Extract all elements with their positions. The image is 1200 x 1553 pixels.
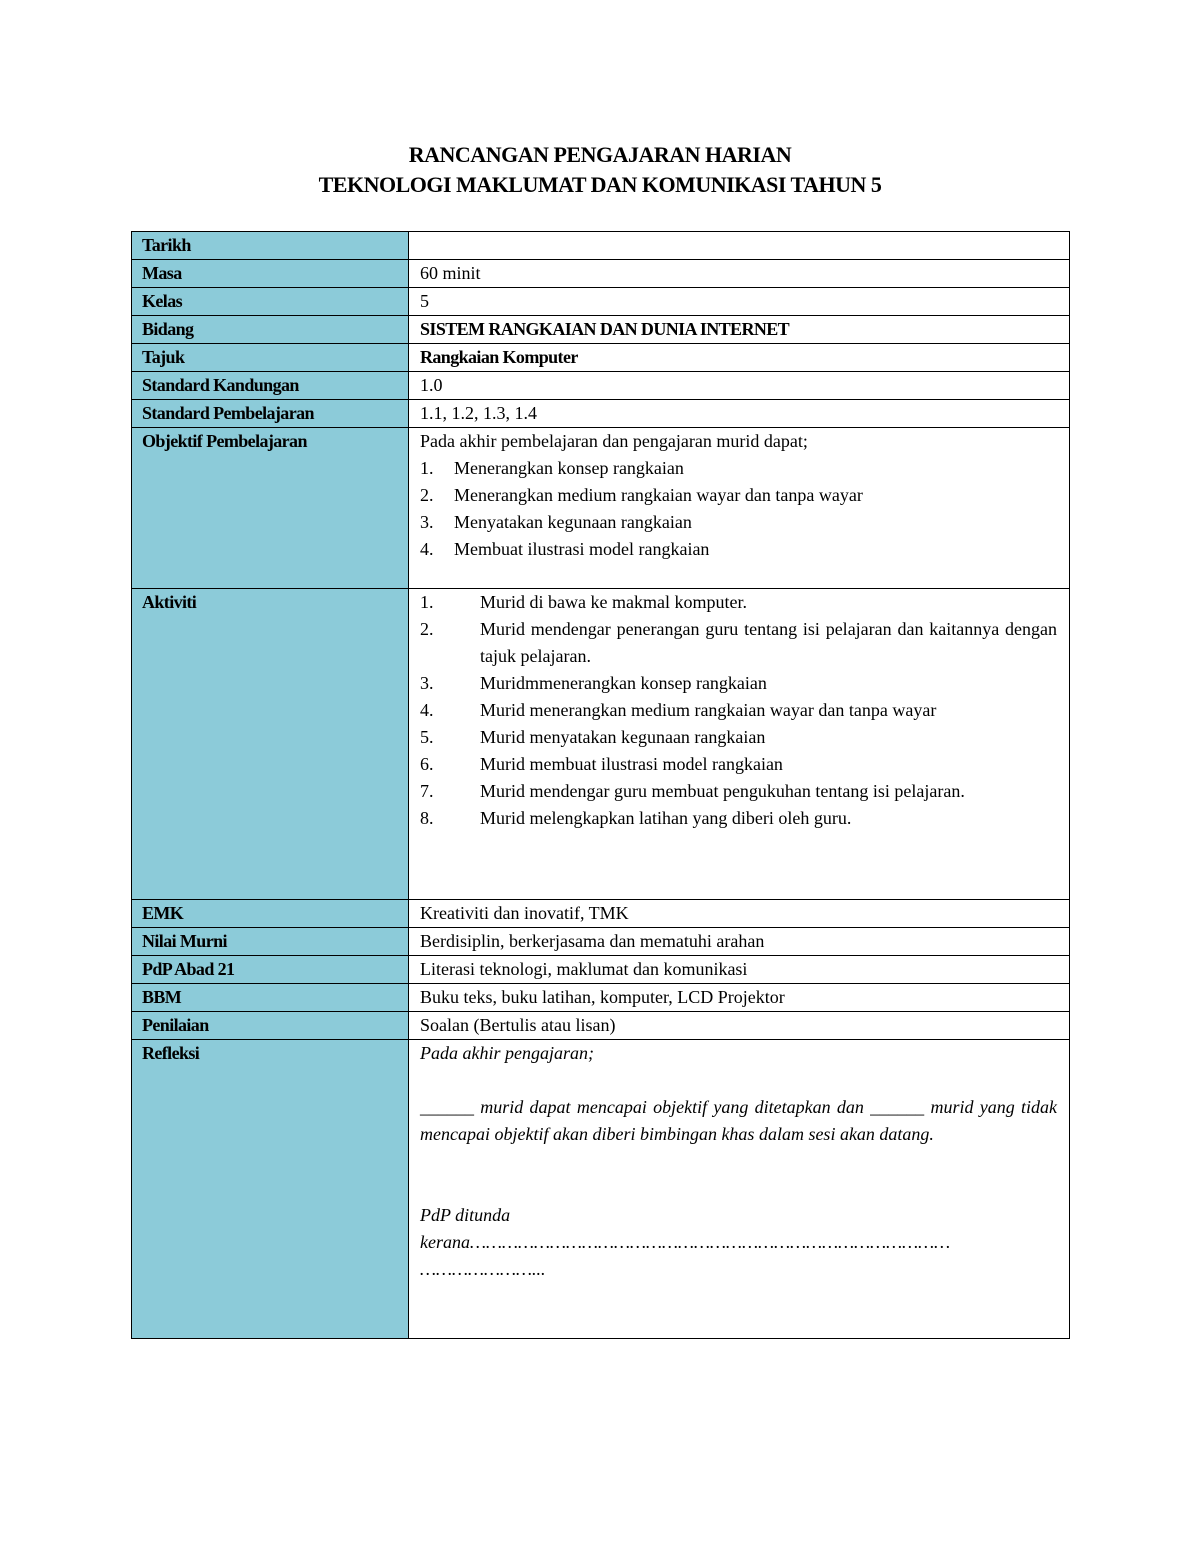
- list-text: Murid mendengar penerangan guru tentang isi pelajaran dan kaitannya dengan tajuk pelajaran.: [480, 619, 1057, 666]
- list-number: 5.: [420, 727, 434, 747]
- list-number: 1.: [420, 458, 434, 478]
- row-aktiviti: [132, 589, 1070, 900]
- value-standard-pembelajaran: 1.1, 1.2, 1.3, 1.4: [409, 400, 1070, 428]
- row-tajuk: [132, 344, 1070, 372]
- list-text: Membuat ilustrasi model rangkaian: [454, 539, 710, 559]
- list-number: 6.: [420, 754, 434, 774]
- list-number: 1.: [420, 592, 434, 612]
- row-kelas: [132, 288, 1070, 316]
- list-number: 8.: [420, 808, 434, 828]
- label-standard-kandungan: Standard Kandungan: [132, 372, 409, 400]
- list-item: [420, 455, 1057, 482]
- list-number: 2.: [420, 619, 434, 639]
- aktiviti-list: [420, 589, 1057, 832]
- document-title: RANCANGAN PENGAJARAN HARIAN: [408, 142, 792, 167]
- list-text: Muridmmenerangkan konsep rangkaian: [480, 673, 767, 693]
- row-refleksi: [132, 1040, 1070, 1339]
- list-item: [420, 589, 1057, 616]
- refleksi-kerana: kerana………………………………………………………………………………: [420, 1232, 951, 1252]
- label-nilai-murni: Nilai Murni: [132, 928, 409, 956]
- row-pdp-abad21: [132, 956, 1070, 984]
- list-item: [420, 805, 1057, 832]
- value-tajuk: Rangkaian Komputer: [409, 344, 1070, 372]
- label-standard-pembelajaran: Standard Pembelajaran: [132, 400, 409, 428]
- value-standard-kandungan: 1.0: [409, 372, 1070, 400]
- label-aktiviti: Aktiviti: [132, 589, 409, 900]
- label-bidang: Bidang: [132, 316, 409, 344]
- list-item: [420, 616, 1057, 670]
- list-text: Menerangkan medium rangkaian wayar dan tanpa wayar: [454, 485, 863, 505]
- document-subtitle: TEKNOLOGI MAKLUMAT DAN KOMUNIKASI TAHUN 5: [318, 172, 882, 197]
- label-tajuk: Tajuk: [132, 344, 409, 372]
- label-tarikh: Tarikh: [132, 232, 409, 260]
- list-number: 3.: [420, 673, 434, 693]
- list-number: 7.: [420, 781, 434, 801]
- value-aktiviti: [409, 589, 1070, 900]
- value-nilai-murni: Berdisiplin, berkerjasama dan mematuhi arahan: [409, 928, 1070, 956]
- refleksi-ditunda: PdP ditunda: [420, 1205, 511, 1225]
- value-refleksi: [409, 1040, 1070, 1339]
- row-standard-pembelajaran: [132, 400, 1070, 428]
- label-kelas: Kelas: [132, 288, 409, 316]
- objektif-list: [420, 455, 1057, 563]
- label-refleksi: Refleksi: [132, 1040, 409, 1339]
- value-bidang: SISTEM RANGKAIAN DAN DUNIA INTERNET: [409, 316, 1070, 344]
- value-penilaian: Soalan (Bertulis atau lisan): [409, 1012, 1070, 1040]
- list-text: Murid melengkapkan latihan yang diberi oleh guru.: [480, 808, 852, 828]
- list-text: Menerangkan konsep rangkaian: [454, 458, 684, 478]
- list-text: Murid mendengar guru membuat pengukuhan tentang isi pelajaran.: [480, 781, 965, 801]
- list-item: [420, 670, 1057, 697]
- lesson-plan-table: [131, 231, 1070, 1339]
- refleksi-paragraph: ______ murid dapat mencapai objektif yang ditetapkan dan ______ murid yang tidak mencapai objektif akan diberi bimbingan khas dalam sesi akan datang.: [420, 1097, 1057, 1144]
- row-tarikh: [132, 232, 1070, 260]
- list-text: Murid membuat ilustrasi model rangkaian: [480, 754, 783, 774]
- label-emk: EMK: [132, 900, 409, 928]
- refleksi-intro: Pada akhir pengajaran;: [420, 1043, 594, 1063]
- value-objektif: [409, 428, 1070, 589]
- row-penilaian: [132, 1012, 1070, 1040]
- value-bbm: Buku teks, buku latihan, komputer, LCD Projektor: [409, 984, 1070, 1012]
- list-item: [420, 482, 1057, 509]
- list-item: [420, 536, 1057, 563]
- label-masa: Masa: [132, 260, 409, 288]
- list-item: [420, 751, 1057, 778]
- row-bbm: [132, 984, 1070, 1012]
- label-pdp-abad21: PdP Abad 21: [132, 956, 409, 984]
- refleksi-kerana-cont: …………………...: [420, 1259, 546, 1279]
- label-objektif: Objektif Pembelajaran: [132, 428, 409, 589]
- objektif-intro: Pada akhir pembelajaran dan pengajaran murid dapat;: [420, 431, 808, 451]
- list-number: 3.: [420, 512, 434, 532]
- value-emk: Kreativiti dan inovatif, TMK: [409, 900, 1070, 928]
- label-bbm: BBM: [132, 984, 409, 1012]
- list-item: [420, 724, 1057, 751]
- row-standard-kandungan: [132, 372, 1070, 400]
- row-masa: [132, 260, 1070, 288]
- list-text: Murid menerangkan medium rangkaian wayar dan tanpa wayar: [480, 700, 937, 720]
- list-item: [420, 509, 1057, 536]
- value-pdp-abad21: Literasi teknologi, maklumat dan komunikasi: [409, 956, 1070, 984]
- list-text: Menyatakan kegunaan rangkaian: [454, 512, 692, 532]
- row-bidang: [132, 316, 1070, 344]
- value-kelas: 5: [409, 288, 1070, 316]
- list-item: [420, 778, 1057, 805]
- row-nilai-murni: [132, 928, 1070, 956]
- list-number: 4.: [420, 700, 434, 720]
- label-penilaian: Penilaian: [132, 1012, 409, 1040]
- value-tarikh: [409, 232, 1070, 260]
- row-emk: [132, 900, 1070, 928]
- value-masa: 60 minit: [409, 260, 1070, 288]
- list-text: Murid menyatakan kegunaan rangkaian: [480, 727, 766, 747]
- list-item: [420, 697, 1057, 724]
- list-number: 2.: [420, 485, 434, 505]
- row-objektif: [132, 428, 1070, 589]
- list-text: Murid di bawa ke makmal komputer.: [480, 592, 747, 612]
- list-number: 4.: [420, 539, 434, 559]
